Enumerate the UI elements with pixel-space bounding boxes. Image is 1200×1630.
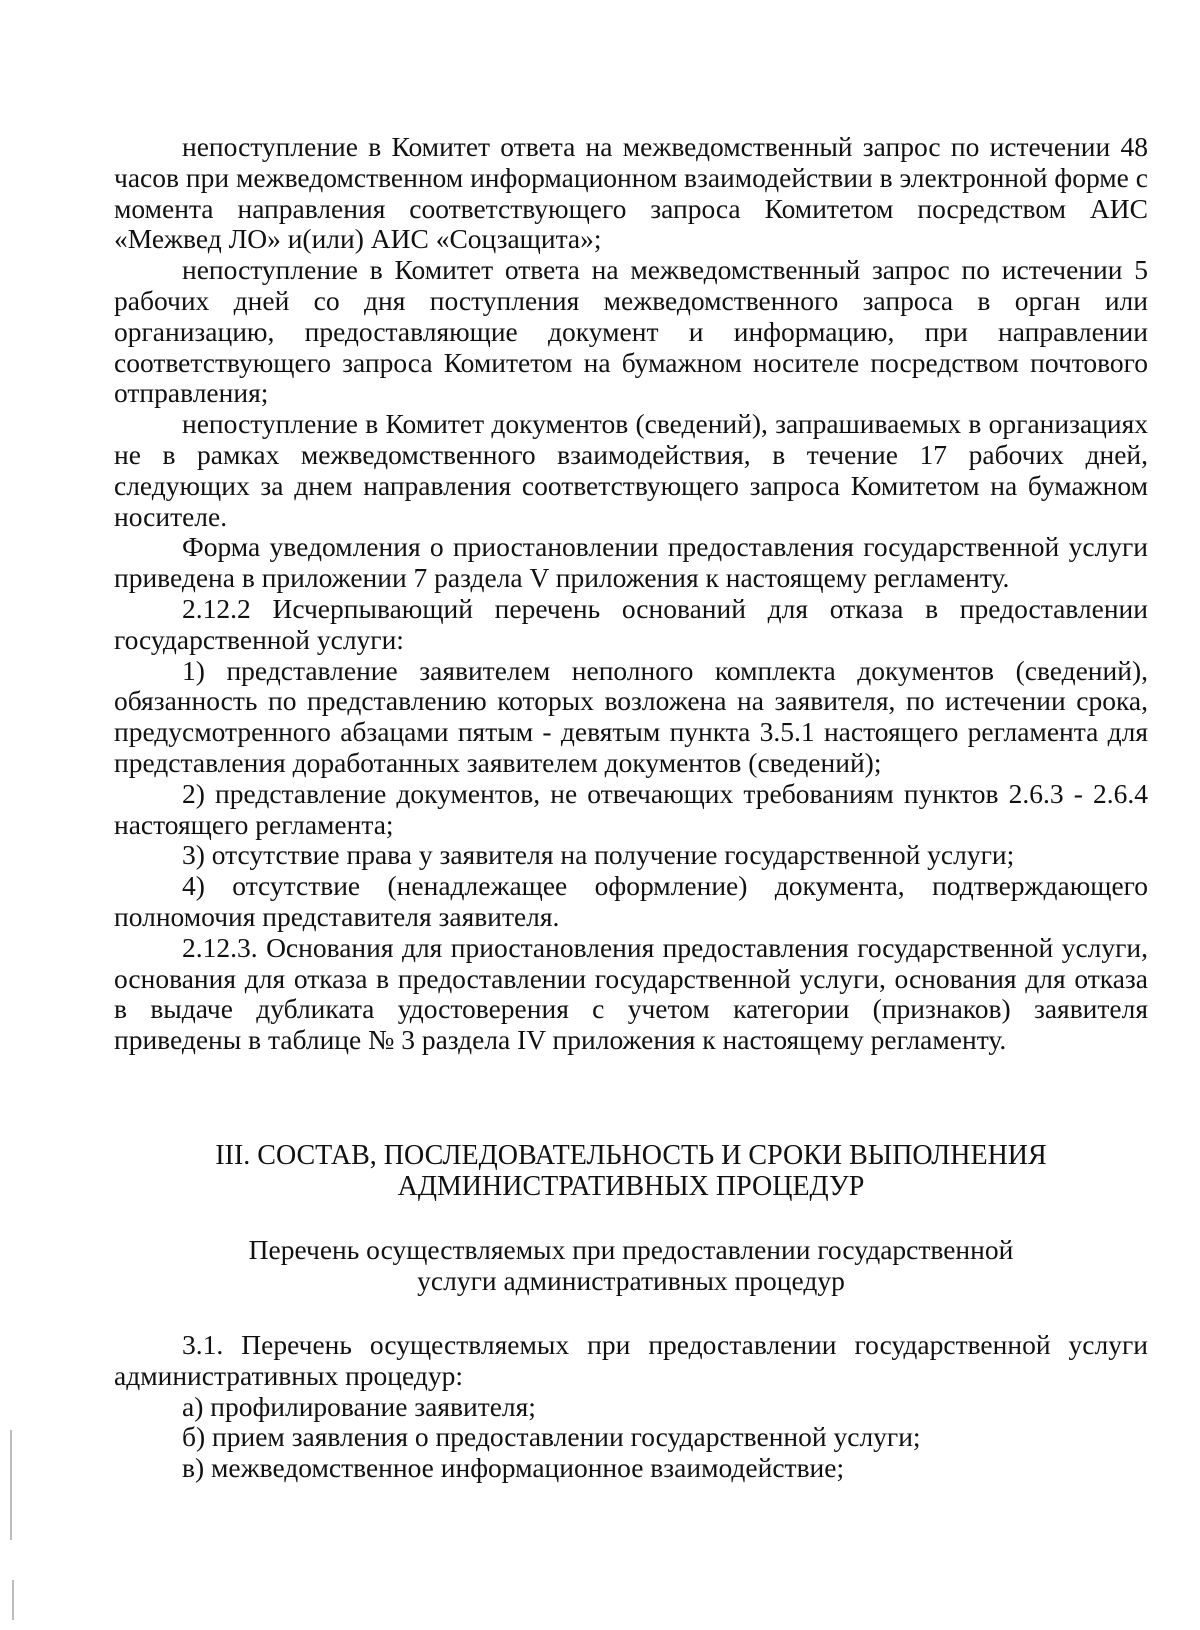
subheading-line-2: услуги административных процедур [417, 1265, 845, 1296]
procedure-item-a: а) профилирование заявителя; [182, 1390, 536, 1422]
paragraph-nonreceipt-paper: непоступление в Комитет ответа на межведомственный запрос по истечении 5 рабочих дней со дня поступления межведомственного запроса в орган или организацию, предоставляющие документ и информацию, при направлении соответствующего запроса Комитетом на бумажном носителе посредством почтового отправления; [114, 254, 1148, 409]
paragraph-nonreceipt-documents: непоступление в Комитет документов (сведений), запрашиваемых в организациях не в рамках межведомственного взаимодействия, в течение 17 рабочих дней, следующих за днем направления соответствующего запроса Комитетом на бумажном носителе. [114, 408, 1148, 532]
procedure-item-b: б) прием заявления о предоставлении государственной услуги; [182, 1421, 921, 1453]
paragraph-nonreceipt-electronic: непоступление в Комитет ответа на межведомственный запрос по истечении 48 часов при межведомственном информационном взаимодействии в электронной форме с момента направления соответствующего запроса Комитетом посредством АИС «Межвед ЛО» и(или) АИС «Соцзащита»; [114, 131, 1148, 255]
paragraph-2-12-3: 2.12.3. Основания для приостановления предоставления государственной услуги, основания для отказа в предоставлении государственной услуги, основания для отказа в выдаче дубликата удостоверения с учетом категории (признаков) заявителя приведены в таблице № 3 раздела IV приложения к настоящему регламенту. [114, 931, 1148, 1056]
procedure-item-c: в) межведомственное информационное взаимодействие; [182, 1452, 845, 1484]
section-heading-line-2: АДМИНИСТРАТИВНЫХ ПРОЦЕДУР [397, 1171, 865, 1202]
procedures-list [114, 1330, 1148, 1484]
subheading-line-1: Перечень осуществляемых при предоставлении государственной [248, 1234, 1014, 1265]
paragraph-2-12-2: 2.12.2 Исчерпывающий перечень оснований для отказа в предоставлении государственной услуги: [114, 592, 1148, 655]
list-item-2: 2) представление документов, не отвечающих требованиям пунктов 2.6.3 - 2.6.4 настоящего регламента; [114, 777, 1148, 840]
list-item-4: 4) отсутствие (ненадлежащее оформление) документа, подтверждающего полномочия представителя заявителя. [114, 870, 1148, 932]
scan-edge-mark [10, 1430, 12, 1540]
scan-edge-mark [12, 1580, 14, 1620]
paragraph-3-1: 3.1. Перечень осуществляемых при предоставлении государственной услуги административных процедур: [114, 1329, 1148, 1391]
list-item-3: 3) отсутствие права у заявителя на получение государственной услуги; [182, 839, 1015, 871]
section-heading-line-1: III. СОСТАВ, ПОСЛЕДОВАТЕЛЬНОСТЬ И СРОКИ ВЫПОЛНЕНИЯ [215, 1140, 1047, 1171]
list-item-1: 1) представление заявителем неполного комплекта документов (сведений), обязанность по представлению которых возложена на заявителя, по истечении срока, предусмотренного абзацами пятым - девятым пункта 3.5.1 настоящего регламента для представления доработанных заявителем документов (сведений); [114, 654, 1148, 778]
subheading [114, 1234, 1148, 1296]
section-heading [114, 1140, 1148, 1202]
body-text [114, 132, 1148, 1056]
paragraph-suspension-form: Форма уведомления о приостановлении предоставления государственной услуги приведена в приложении 7 раздела V приложения к настоящему регламенту. [114, 531, 1148, 594]
